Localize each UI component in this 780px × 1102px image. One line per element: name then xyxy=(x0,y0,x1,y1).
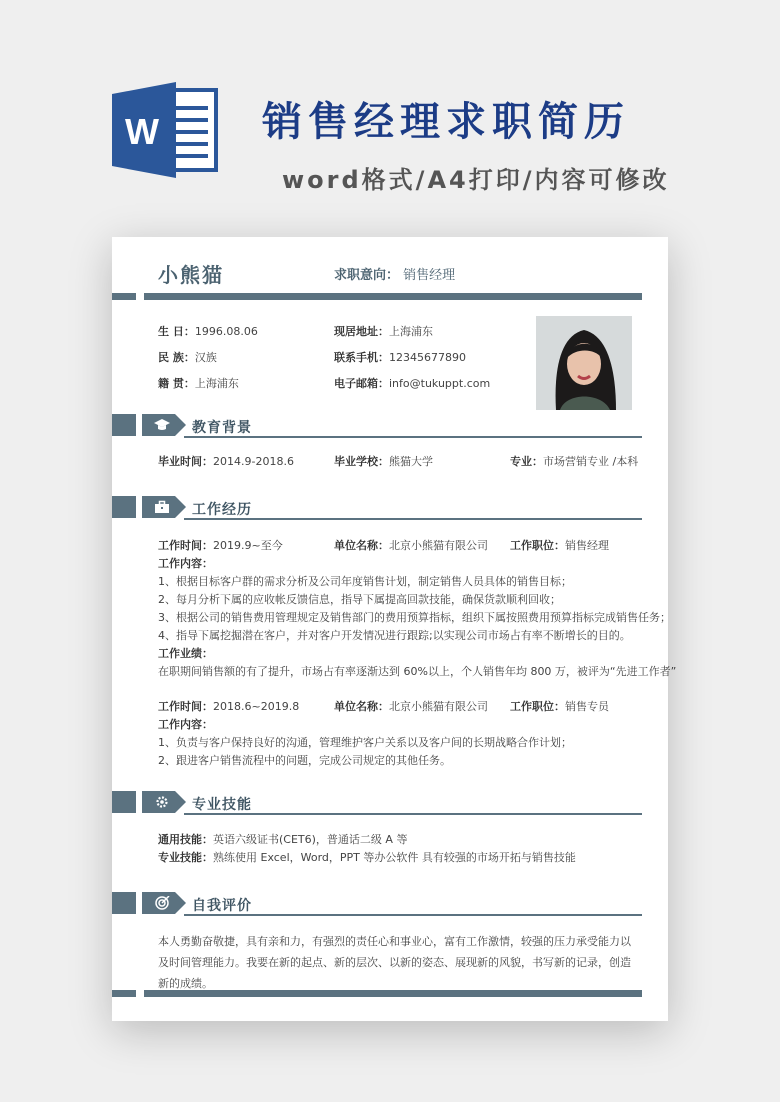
job2-content-label: 工作内容： xyxy=(158,718,213,731)
native-row: 籍 贯：上海浦东 xyxy=(158,377,239,390)
job1-item: 3、根据公司的销售费用管理规定及销售部门的费用预算指标，组织下属按照费用预算指标完成销售任务； xyxy=(158,611,671,624)
profile-photo xyxy=(536,316,632,410)
header-bar-left xyxy=(112,293,136,300)
footer-bar xyxy=(144,990,642,997)
ethnic-row: 民 族：汉族 xyxy=(158,351,217,364)
job-intent xyxy=(334,264,455,283)
job1-perf-label: 工作业绩： xyxy=(158,647,213,660)
birth-row: 生 日：1996.08.06 xyxy=(158,325,258,338)
job1-time: 工作时间：2019.9~至今 xyxy=(158,539,283,552)
job2-company: 单位名称：北京小熊猫有限公司 xyxy=(334,700,488,713)
skills-divider xyxy=(184,813,642,815)
job1-item: 2、每月分析下属的应收帐反馈信息，指导下属提高回款技能，确保货款顺利回收； xyxy=(158,593,561,606)
work-tab xyxy=(112,496,136,518)
header-bar xyxy=(144,293,642,300)
work-head xyxy=(142,496,186,518)
banner-subtitle: word格式/A4打印/内容可修改 xyxy=(282,166,670,194)
job2-position: 工作职位：销售专员 xyxy=(510,700,609,713)
skills-tab xyxy=(112,791,136,813)
education-head xyxy=(142,414,186,436)
job2-item: 1、负责与客户保持良好的沟通，管理维护客户关系以及客户间的长期战略合作计划； xyxy=(158,736,572,749)
work-title: 工作经历 xyxy=(192,502,252,518)
email-row: 电子邮箱：info@tukuppt.com xyxy=(334,377,491,390)
job1-content-label: 工作内容： xyxy=(158,557,213,570)
major-row: 专业：市场营销专业 /本科 xyxy=(510,455,639,468)
banner-title: 销售经理求职简历 xyxy=(262,99,630,145)
general-skill-row: 通用技能：英语六级证书(CET6)，普通话二级 A 等 xyxy=(158,833,408,846)
self-tab xyxy=(112,892,136,914)
job1-item: 1、根据目标客户群的需求分析及公司年度销售计划，制定销售人员具体的销售目标； xyxy=(158,575,572,588)
education-divider xyxy=(184,436,642,438)
job2-time: 工作时间：2018.6~2019.8 xyxy=(158,700,300,713)
education-title: 教育背景 xyxy=(192,420,252,436)
skills-title: 专业技能 xyxy=(192,797,252,813)
phone-row: 联系手机：12345677890 xyxy=(334,351,466,364)
self-title: 自我评价 xyxy=(192,898,252,914)
person-photo-icon xyxy=(536,316,632,410)
word-logo-icon xyxy=(112,82,222,178)
self-divider xyxy=(184,914,642,916)
resume-page xyxy=(112,237,677,1021)
job-intent-label: 求职意向： xyxy=(334,268,400,283)
job1-perf: 在职期间销售额的有了提升，市场占有率逐渐达到 60%以上，个人销售年均 800 万，被评为“先进工作者” xyxy=(158,665,677,678)
pro-skill-row: 专业技能：熟练使用 Excel，Word，PPT 等办公软件 具有较强的市场开拓与销售技能 xyxy=(158,851,576,864)
self-head xyxy=(142,892,186,914)
resume-name: 小熊猫 xyxy=(158,263,224,287)
self-text: 本人勇勤奋敬捷，具有亲和力，有强烈的责任心和事业心，富有工作激情，较强的压力承受能力以及时间管理能力。我要在新的起点、新的层次、以新的姿态、展现新的风貌，书写新的记录，创造新的成绩。 xyxy=(158,935,631,990)
work-divider xyxy=(184,518,642,520)
school-row: 毕业学校：熊猫大学 xyxy=(334,455,433,468)
grad-time-row: 毕业时间：2014.9-2018.6 xyxy=(158,455,294,468)
skills-head xyxy=(142,791,186,813)
briefcase-icon xyxy=(154,500,170,514)
word-logo-letter: W xyxy=(125,111,159,152)
address-row: 现居地址：上海浦东 xyxy=(334,325,433,338)
education-tab xyxy=(112,414,136,436)
job1-item: 4、指导下属挖掘潜在客户，并对客户开发情况进行跟踪;以实现公司市场占有率不断增长的目的。 xyxy=(158,629,631,642)
target-icon xyxy=(154,896,170,910)
job1-position: 工作职位：销售经理 xyxy=(510,539,609,552)
job-intent-value: 销售经理 xyxy=(403,268,456,283)
footer-bar-left xyxy=(112,990,136,997)
job2-item: 2、跟进客户销售流程中的问题，完成公司规定的其他任务。 xyxy=(158,754,451,767)
gear-icon xyxy=(154,795,170,809)
graduation-cap-icon xyxy=(154,418,170,432)
job1-company: 单位名称：北京小熊猫有限公司 xyxy=(334,539,488,552)
